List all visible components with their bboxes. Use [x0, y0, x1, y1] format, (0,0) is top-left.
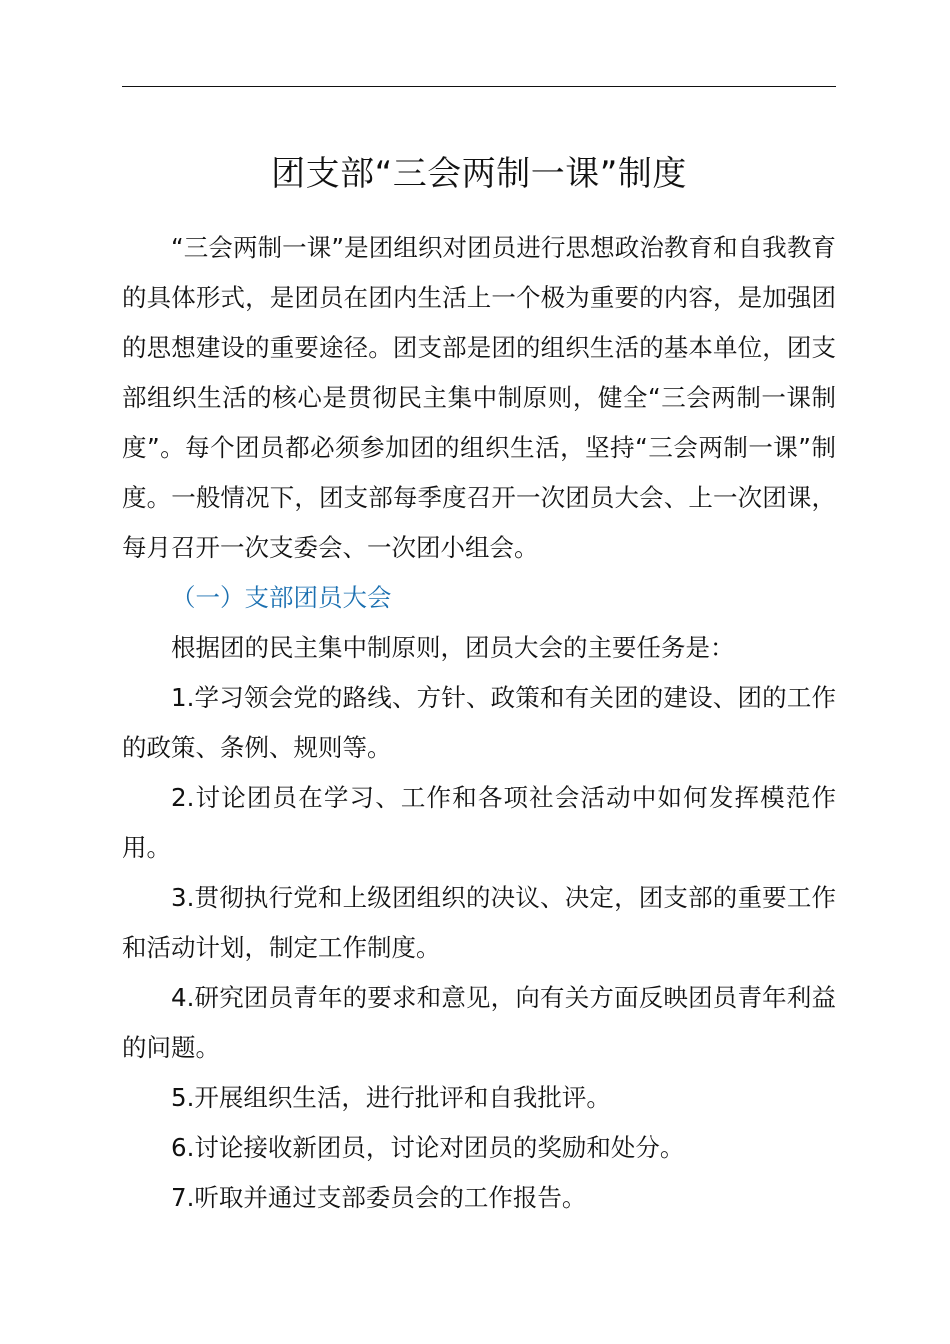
list-item-6: 6.讨论接收新团员，讨论对团员的奖励和处分。 — [171, 1133, 685, 1162]
list-item-5: 5.开展组织生活，进行批评和自我批评。 — [171, 1083, 611, 1112]
section-lead: 根据团的民主集中制原则，团员大会的主要任务是： — [171, 633, 735, 662]
intro-paragraph: “三会两制一课”是团组织对团员进行思想政治教育和自我教育的具体形式，是团员在团内生活上一个极为重要的内容，是加强团的思想建设的重要途径。团支部是团的组织生活的基本单位，团支部组织生活的核心是贯彻民主集中制原则，健全“三会两制一课制度”。每个团员都必须参加团的组织生活，坚持“三会两制一课”制度。一般情况下，团支部每季度召开一次团员大会、上一次团课，每月召开一次支委会、一次团小组会。 — [122, 233, 836, 562]
document-body — [122, 223, 836, 1223]
list-item-4: 4.研究团员青年的要求和意见，向有关方面反映团员青年利益的问题。 — [122, 983, 836, 1062]
header-rule — [122, 86, 836, 87]
list-item-3: 3.贯彻执行党和上级团组织的决议、决定，团支部的重要工作和活动计划，制定工作制度。 — [122, 883, 836, 962]
list-item-2: 2.讨论团员在学习、工作和各项社会活动中如何发挥模范作用。 — [122, 783, 836, 862]
list-item-1: 1.学习领会党的路线、方针、政策和有关团的建设、团的工作的政策、条例、规则等。 — [122, 683, 836, 762]
list-item-7: 7.听取并通过支部委员会的工作报告。 — [171, 1183, 587, 1212]
section-heading: （一）支部团员大会 — [171, 583, 392, 612]
page-title: 团支部“三会两制一课”制度 — [271, 154, 687, 194]
